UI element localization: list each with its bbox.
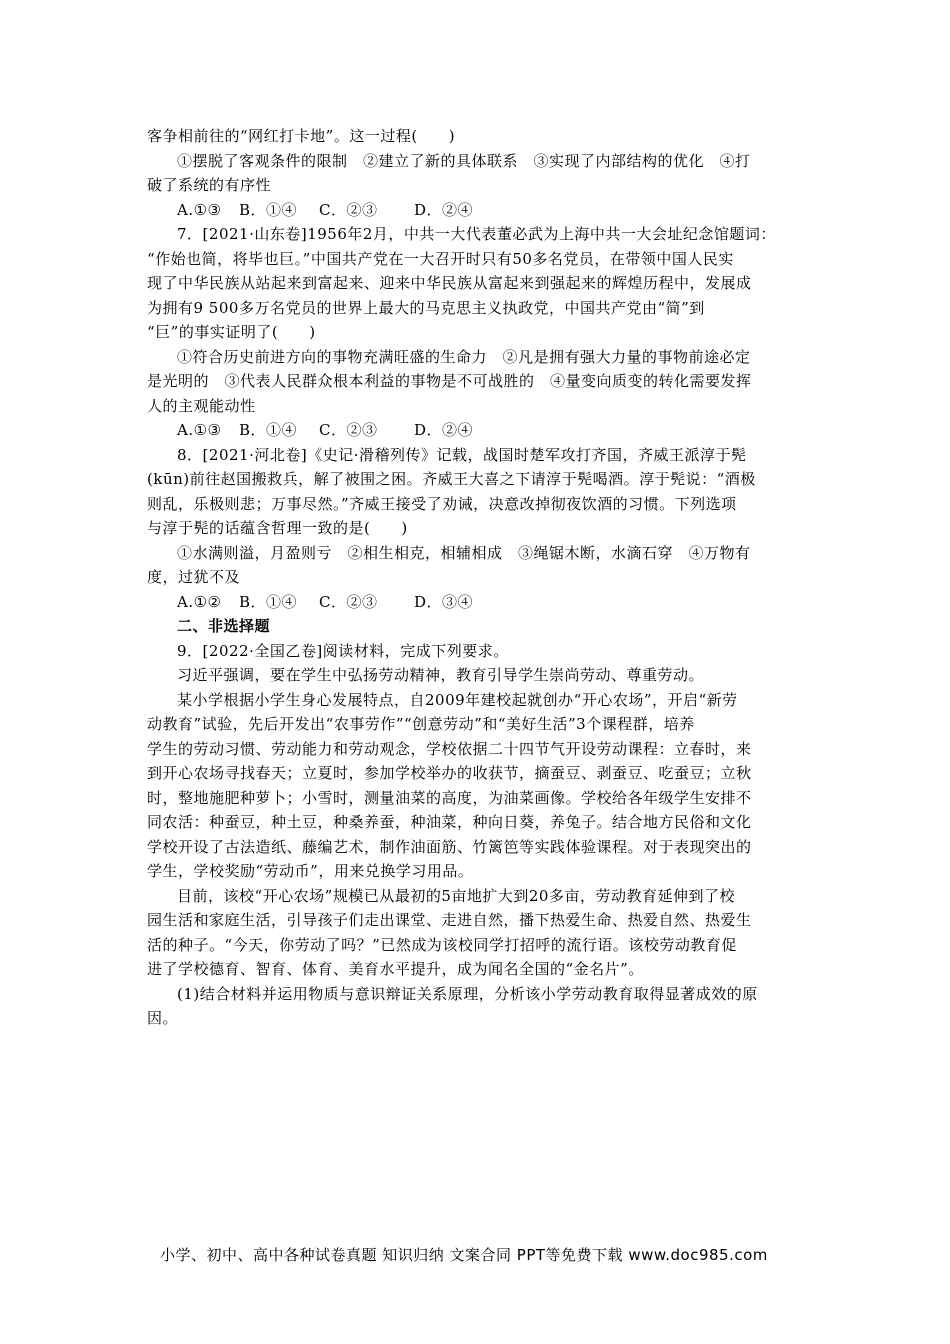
q9-material-line-6: 时，整地施肥种萝卜；小雪时，测量油菜的高度，为油菜画像。学校给各年级学生安排不 bbox=[147, 788, 752, 807]
q9-sub1-line-2: 因。 bbox=[147, 1009, 179, 1027]
q9-material-line-3: 动教育”试验，先后开发出“农事劳作”“创意劳动”和“美好生活”3个课程群，培养 bbox=[147, 715, 695, 733]
q7-option-a: A.①③ bbox=[177, 421, 222, 439]
q8-option-a: A.①② bbox=[177, 592, 222, 611]
q6-stem-tail: 客争相前往的“网红打卡地”。这一过程( ) bbox=[147, 127, 456, 145]
q9-material-line-7: 同农活：种蚕豆，种土豆，种桑养蚕，种油菜，种向日葵，养兔子。结合地方民俗和文化 bbox=[147, 813, 752, 831]
q6-options bbox=[147, 198, 809, 223]
q9-material-line-12: 活的种子。“今天，你劳动了吗？”已然成为该校同学打招呼的流行语。该校劳动教育促 bbox=[147, 935, 737, 954]
q9-material-line-1: 习近平强调，要在学生中弘扬劳动精神，教育引导学生崇尚劳动、尊重劳动。 bbox=[177, 666, 705, 684]
q9-material-line-10: 目前，该校“开心农场”规模已从最初的5亩地扩大到20多亩，劳动教育延伸到了校 bbox=[177, 886, 735, 905]
page-footer: 小学、初中、高中各种试卷真题 知识归纳 文案合同 PPT等免费下载 www.doc985.com bbox=[160, 1246, 768, 1264]
q9-material-line-11: 园生活和家庭生活，引导孩子们走出课堂、走进自然，播下热爱生命、热爱自然、热爱生 bbox=[147, 911, 752, 929]
q6-option-a: A.①③ bbox=[177, 200, 222, 219]
q7-items-line-2: 是光明的 ③代表人民群众根本利益的事物是不可战胜的 ④量变向质变的转化需要发挥 bbox=[147, 372, 752, 390]
q7-option-c: C．②③ bbox=[319, 421, 378, 439]
q7-options bbox=[147, 418, 809, 443]
document-page bbox=[147, 124, 809, 1031]
section-title: 二、非选择题 bbox=[177, 617, 271, 635]
q9-material-line-8: 学校开设了古法造纸、藤编艺术，制作油面筋、竹篱笆等实践体验课程。对于表现突出的 bbox=[147, 837, 752, 856]
q9-material-line-9: 学生，学校奖励“劳动币”，用来兑换学习用品。 bbox=[147, 862, 474, 880]
q8-items-line-2: 度，过犹不及 bbox=[147, 568, 241, 586]
q7-items-line-1: ①符合历史前进方向的事物充满旺盛的生命力 ②凡是拥有强大力量的事物前途必定 bbox=[177, 347, 751, 366]
q8-stem-line-3: 则乱，乐极则悲；万事尽然。”齐威王接受了劝诫，决意改掉彻夜饮酒的习惯。下列选项 bbox=[147, 494, 737, 513]
q8-option-b: B．①④ bbox=[239, 592, 298, 611]
q7-stem-line-2: “作始也简，将毕也巨。”中国共产党在一大召开时只有50多名党员，在带领中国人民实 bbox=[147, 249, 734, 268]
q9-material-line-2: 某小学根据小学生身心发展特点，自2009年建校起就创办“开心农场”，开启“新劳 bbox=[177, 690, 738, 709]
q7-option-d: D．②④ bbox=[414, 421, 474, 439]
q9-material-line-5: 到开心农场寻找春天；立夏时，参加学校举办的收获节，摘蚕豆、剥蚕豆、吃蚕豆；立秋 bbox=[147, 764, 752, 782]
q7-stem-line-3: 现了中华民族从站起来到富起来、迎来中华民族从富起来到强起来的辉煌历程中，发展成 bbox=[147, 274, 752, 292]
q6-items-line-2: 破了系统的有序性 bbox=[147, 176, 272, 194]
q6-option-b: B．①④ bbox=[239, 200, 298, 219]
q8-items-line-1: ①水满则溢，月盈则亏 ②相生相克，相辅相成 ③绳锯木断，水滴石穿 ④万物有 bbox=[177, 543, 751, 562]
q8-stem-line-1: 8．[2021·河北卷]《史记·滑稽列传》记载，战国时楚军攻打齐国，齐威王派淳于髡 bbox=[177, 445, 747, 464]
q9-sub1-line-1: (1)结合材料并运用物质与意识辩证关系原理，分析该小学劳动教育取得显著成效的原 bbox=[177, 984, 758, 1003]
q7-option-b: B．①④ bbox=[239, 421, 298, 439]
q8-stem-line-2: (kūn)前往赵国搬救兵，解了被围之困。齐威王大喜之下请淳于髡喝酒。淳于髡说：“酒极 bbox=[147, 470, 756, 488]
q7-stem-line-4: 为拥有9 500多万名党员的世界上最大的马克思主义执政党，中国共产党由“简”到 bbox=[147, 298, 705, 317]
q6-option-d: D．②④ bbox=[414, 200, 474, 219]
q6-items-line-1: ①摆脱了客观条件的限制 ②建立了新的具体联系 ③实现了内部结构的优化 ④打 bbox=[177, 151, 751, 170]
q9-material-line-13: 进了学校德育、智育、体育、美育水平提升，成为闻名全国的“金名片”。 bbox=[147, 960, 644, 978]
q8-option-d: D．③④ bbox=[414, 592, 474, 611]
q8-option-c: C．②③ bbox=[319, 592, 378, 611]
q8-options bbox=[147, 590, 809, 615]
q9-material-line-4: 学生的劳动习惯、劳动能力和劳动观念，学校依据二十四节气开设劳动课程：立春时，来 bbox=[147, 739, 752, 758]
q7-stem-line-1: 7．[2021·山东卷]1956年2月，中共一大代表董必武为上海中共一大会址纪念馆题词： bbox=[177, 225, 776, 243]
q7-items-line-3: 人的主观能动性 bbox=[147, 396, 256, 415]
q9-stem: 9．[2022·全国乙卷]阅读材料，完成下列要求。 bbox=[177, 641, 509, 660]
q7-stem-line-5: “巨”的事实证明了( ) bbox=[147, 323, 316, 341]
q8-stem-line-4: 与淳于髡的话蕴含哲理一致的是( ) bbox=[147, 519, 408, 537]
q6-option-c: C．②③ bbox=[319, 200, 378, 219]
